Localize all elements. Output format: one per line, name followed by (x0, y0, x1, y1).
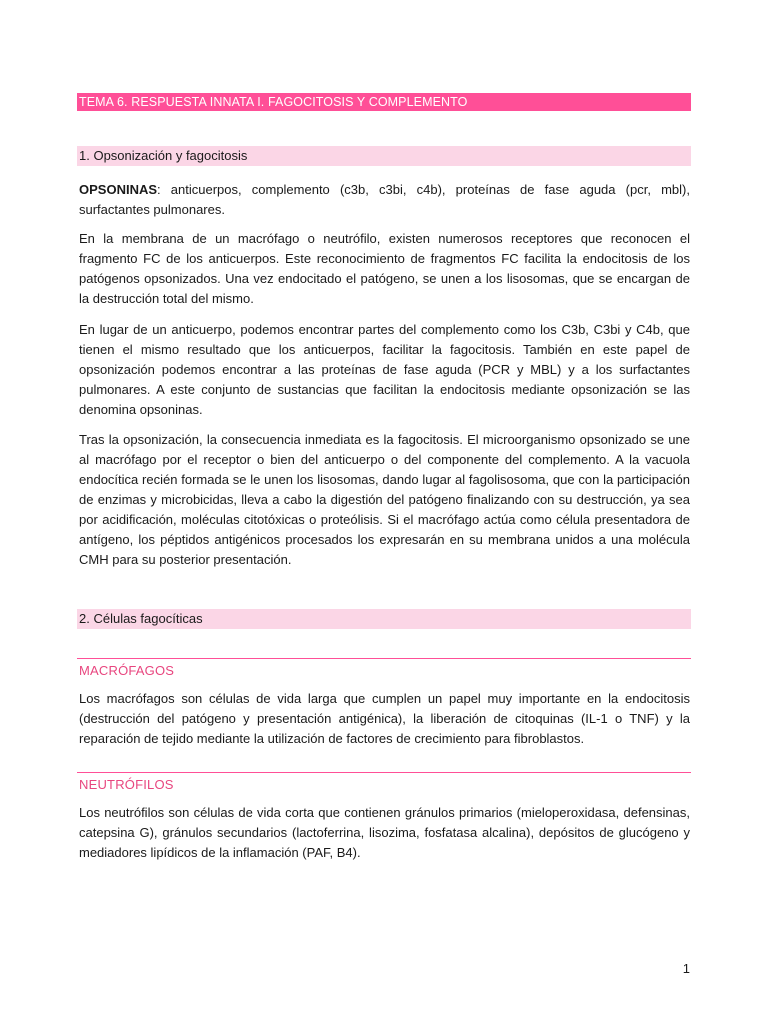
subheading-neutrofilos: NEUTRÓFILOS (79, 777, 174, 792)
opsoninas-term: OPSONINAS (79, 182, 158, 197)
paragraph-complemento: En lugar de un anticuerpo, podemos encontrar partes del complemento como los C3b, C3bi y C4b, que tienen el mismo resultado que los anticuerpos, facilitar la fagocitosis. También en este papel de opsonización podemos encontrar a las proteínas de fase aguda (PCR y MBL) y a los surfactantes pulmonares. A este conjunto de sustancias que facilitan la endocitosis mediante opsonización se las denomina opsoninas. (79, 322, 690, 417)
section-heading-opsonizacion: 1. Opsonización y fagocitosis (77, 146, 691, 166)
paragraph-neutrofilos: Los neutrófilos son células de vida corta que contienen gránulos primarios (mieloperoxidasa, defensinas, catepsina G), gránulos secundarios (lactoferrina, lisozima, fosfatasa alcalina), depósitos de glucógeno y mediadores lipídicos de la inflamación (PAF, B4). (79, 805, 690, 860)
opsoninas-definition (79, 180, 690, 220)
subheading-macrofagos: MACRÓFAGOS (79, 663, 175, 678)
divider-macrofagos (77, 658, 691, 659)
document-title: TEMA 6. RESPUESTA INNATA I. FAGOCITOSIS Y COMPLEMENTO (77, 93, 691, 111)
divider-neutrofilos (77, 772, 691, 773)
paragraph-macrofagos: Los macrófagos son células de vida larga que cumplen un papel muy importante en la endocitosis (destrucción del patógeno y presentación antigénica), la liberación de citoquinas (IL-1 o TNF) y la reparación de tejido mediante la utilización de factores de crecimiento para fibroblastos. (79, 691, 690, 746)
section-heading-celulas-fagociticas: 2. Células fagocíticas (77, 609, 691, 629)
paragraph-fagocitosis: Tras la opsonización, la consecuencia inmediata es la fagocitosis. El microorganismo opsonizado se une al macrófago por el receptor o bien del anticuerpo o del componente del complemento. A la vacuola endocítica recién formada se le unen los lisosomas, dando lugar al fagolisosoma, que con la participación de enzimas y microbicidas, lleva a cabo la digestión del patógeno finalizando con su destrucción, ya sea por acidificación, moléculas citotóxicas o proteólisis. Si el macrófago actúa como célula presentadora de antígeno, los péptidos antigénicos procesados los expresarán en su membrana unidos a una molécula CMH para su posterior presentación. (79, 432, 690, 567)
paragraph-receptores: En la membrana de un macrófago o neutrófilo, existen numerosos receptores que reconocen el fragmento FC de los anticuerpos. Este reconocimiento de fragmentos FC facilita la endocitosis de los patógenos opsonizados. Una vez endocitado el patógeno, se unen a los lisosomas, que se encargan de la destrucción total del mismo. (79, 231, 690, 306)
opsoninas-text: : anticuerpos, complemento (c3b, c3bi, c4b), proteínas de fase aguda (pcr, mbl), surfactantes pulmonares. (79, 182, 690, 217)
page-number: 1 (682, 961, 690, 976)
